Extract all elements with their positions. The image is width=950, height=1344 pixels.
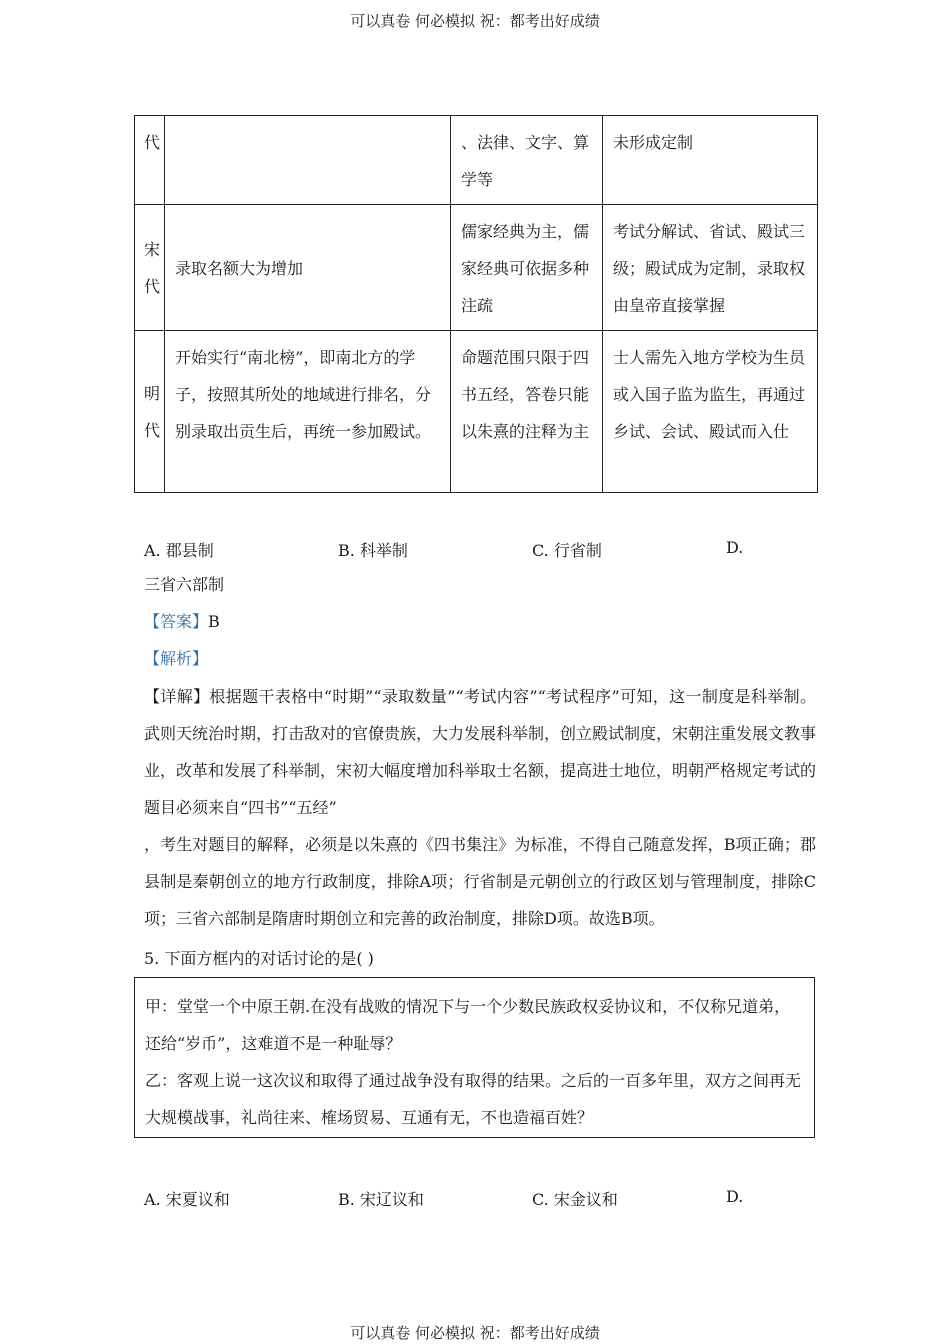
- era-cell: 宋代: [135, 205, 165, 331]
- exam-comparison-table: [134, 115, 818, 493]
- table-row: [135, 331, 818, 493]
- procedure-cell: 未形成定制: [603, 116, 818, 205]
- q5-stem: 5. 下面方框内的对话讨论的是( ): [144, 949, 374, 968]
- dialog-yi: 乙：客观上说一这次议和取得了通过战争没有取得的结果。之后的一百多年里，双方之间再无大规模战事，礼尚往来、榷场贸易、互通有无，不也造福百姓？: [145, 1071, 802, 1127]
- table-row: [135, 205, 818, 331]
- page-footer: 可以真卷 何必模拟 祝：都考出好成绩: [350, 1324, 600, 1342]
- era-cell: 代: [135, 116, 165, 205]
- content-cell: 儒家经典为主，儒家经典可依据多种注疏: [451, 205, 603, 331]
- answer-line: [144, 603, 824, 640]
- answer-tag: 【答案】: [144, 612, 209, 631]
- detail-paragraph: [144, 678, 816, 826]
- dialog-jia: 甲：堂堂一个中原王朝.在没有战败的情况下与一个少数民族政权妥协议和，不仅称兄道弟，还给“岁币”，这难道不是一种耻辱？: [145, 997, 791, 1053]
- page-header: 可以真卷 何必模拟 祝：都考出好成绩: [350, 12, 600, 30]
- option-a: A. 郡县制: [144, 541, 214, 560]
- dialog-box: [134, 977, 815, 1138]
- quota-cell: 录取名额大为增加: [165, 205, 451, 331]
- detail-text: 根据题干表格中“时期”“录取数量”“考试内容”“考试程序”可知，这一制度是科举制。武则天统治时期，打击敌对的官僚贵族，大力发展科举制，创立殿试制度，宋朝注重发展文教事业，改革和发展了科举制，宋初大幅度增加科举取士名额，提高进士地位，明朝严格规定考试的题目必须来自“四书”“五经”: [144, 687, 817, 817]
- procedure-cell: 士人需先入地方学校为生员或入国子监为监生，再通过乡试、会试、殿试而入仕: [603, 331, 818, 493]
- option-c: C. 行省制: [532, 541, 602, 560]
- option-b: B. 科举制: [338, 541, 408, 560]
- option-d: D.: [726, 1187, 744, 1206]
- table-row: [135, 116, 818, 205]
- option-c: C. 宋金议和: [532, 1190, 618, 1209]
- option-b: B. 宋辽议和: [338, 1190, 424, 1209]
- answer-value: B: [208, 612, 220, 631]
- detail-tag: 【详解】: [144, 687, 210, 706]
- option-d: D.: [726, 538, 744, 557]
- quota-cell: [165, 116, 451, 205]
- quota-cell: 开始实行“南北榜”，即南北方的学子，按照其所处的地域进行排名，分别录取出贡生后，再统一参加殿试。: [165, 331, 451, 493]
- era-cell: 明代: [135, 331, 165, 493]
- procedure-cell: 考试分解试、省试、殿试三级；殿试成为定制，录取权由皇帝直接掌握: [603, 205, 818, 331]
- detail-paragraph-continued: ，考生对题目的解释，必须是以朱熹的《四书集注》为标准，不得自己随意发挥，B项正确；郡县制是秦朝创立的地方行政制度，排除A项；行省制是元朝创立的行政区划与管理制度，排除C项；三省六部制是隋唐时期创立和完善的政治制度，排除D项。故选B项。: [144, 835, 816, 928]
- option-d-text: 三省六部制: [144, 575, 225, 594]
- content-cell: 、法律、文字、算学等: [451, 116, 603, 205]
- content-cell: 命题范围只限于四书五经，答卷只能以朱熹的注释为主: [451, 331, 603, 493]
- analysis-tag: 【解析】: [144, 649, 209, 668]
- option-a: A. 宋夏议和: [144, 1190, 230, 1209]
